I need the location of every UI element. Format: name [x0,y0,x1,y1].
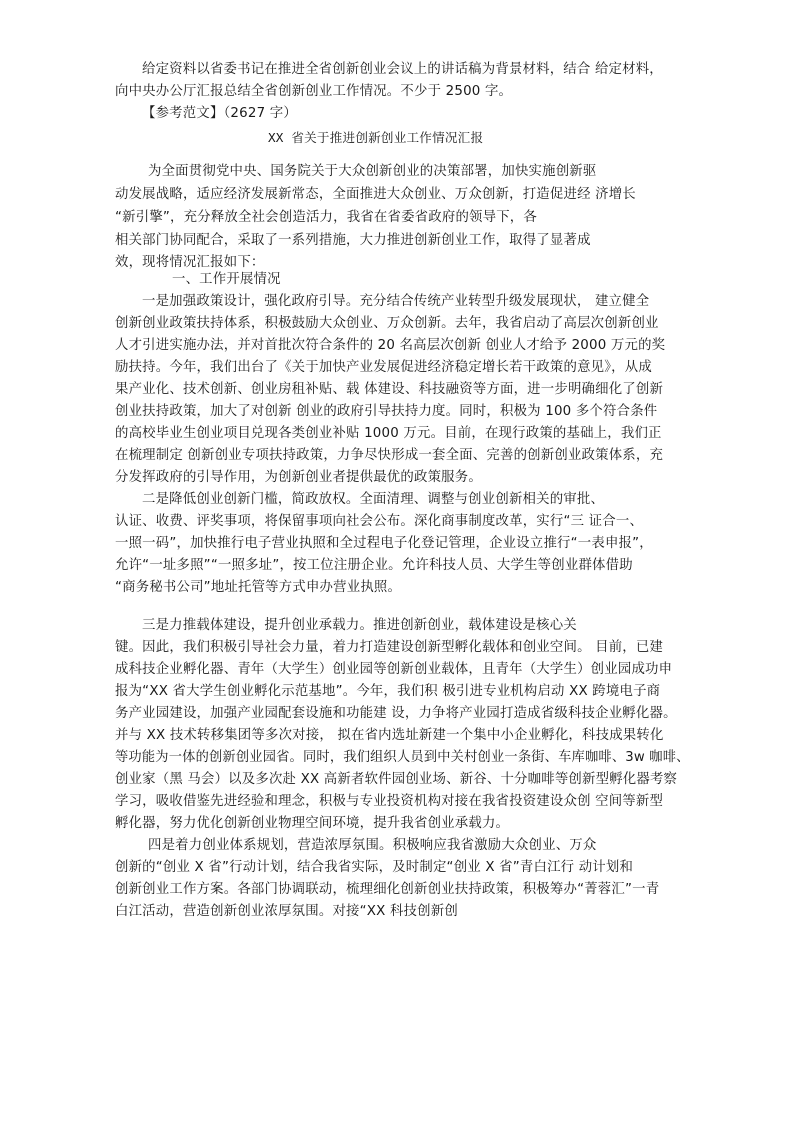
paragraph-line: 二是降低创业创新门槛，简政放权。全面清理、调整与创业创新相关的审批、 [142,492,605,507]
paragraph-line: 孵化器，努力优化创新创业物理空间环境，提升我省创业承载力。 [115,816,510,831]
paragraph-line: 效，现将情况汇报如下： [115,255,265,270]
paragraph-line: 创业扶持政策，加大了对创新 创业的政府引导扶持力度。同时，积极为 100 多个符合条件 [115,404,658,419]
paragraph-line: 键。因此，我们积极引导社会力量，着力打造建设创新型孵化载体和创业空间。 目前，已建 [115,640,664,655]
paragraph-line: 一照一码”，加快推行电子营业执照和全过程电子化登记管理，企业设立推行“一表申报”， [115,536,653,551]
paragraph-line: 动发展战略，适应经济发展新常态，全面推进大众创业、万众创新，打造促进经 济增长 [115,187,636,202]
paragraph-line: 人才引进实施办法，并对首批次符合条件的 20 名高层次创新 创业人才给予 2000 万元的奖 [115,338,666,353]
paragraph-line: “商务秘书公司”地址托管等方式申办营业执照。 [115,580,402,595]
paragraph-line: “新引擎”，充分释放全社会创造活力，我省在省委省政府的领导下，各 [115,210,537,225]
paragraph-line: 允许“一址多照”“一照多址”，按工位注册企业。允许科技人员、大学生等创业群体借助 [115,558,633,573]
paragraph-line: 的高校毕业生创业项目兑现各类创业补贴 1000 万元。目前，在现行政策的基础上，我们正 [115,426,662,441]
paragraph-line: 成科技企业孵化器、青年（大学生）创业园等创新创业载体，且青年（大学生）创业园成功申 [115,662,673,677]
paragraph-line: 学习，吸收借鉴先进经验和理念，积极与专业投资机构对接在我省投资建设众创 空间等新型 [115,794,664,809]
paragraph-line: 励扶持。今年，我们出台了《关于加快产业发展促进经济稳定增长若干政策的意见》，从成 [115,360,652,375]
paragraph-line: 白江活动，营造创新创业浓厚氛围。对接“XX 科技创新创 [115,904,458,919]
section-heading: 一、工作开展情况 [172,272,281,287]
paragraph-line: 果产业化、技术创新、创业房租补贴、载 体建设、科技融资等方面，进一步明确细化了创新 [115,382,664,397]
intro-line-2: 向中央办公厅汇报总结全省创新创业工作情况。不少于 2500 字。 [115,84,513,99]
paragraph-line: 报为“XX 省大学生创业孵化示范基地”。今年，我们积 极引进专业机构启动 XX 跨境电子商 [115,684,661,699]
paragraph-line: 分发挥政府的引导作用，为创新创业者提供最优的政策服务。 [115,470,482,485]
paragraph-line: 相关部门协同配合，采取了一系列措施，大力推进创新创业工作，取得了显著成 [115,233,591,248]
paragraph-line: 创新创业政策扶持体系，积极鼓励大众创业、万众创新。去年，我省启动了高层次创新创业 [115,316,659,331]
paragraph-line: 三是力推载体建设，提升创业承载力。推进创新创业，载体建设是核心关 [142,618,577,633]
paragraph-line: 四是着力创业体系规划，营造浓厚氛围。积极响应我省激励大众创业、万众 [148,838,597,853]
paragraph-line: 认证、收费、评奖事项，将保留事项向社会公布。深化商事制度改革，实行“三 证合一、 [115,514,644,529]
paragraph-line: 创业家（黑 马会）以及多次赴 XX 高新者软件园创业场、新谷、十分咖啡等创新型孵化器考察 [115,772,678,787]
paragraph-line: 一是加强政策设计，强化政府引导。充分结合传统产业转型升级发展现状， 建立健全 [142,294,650,309]
document-title: XX 省关于推进创新创业工作情况汇报 [268,130,484,145]
paragraph-line: 在梳理制定 创新创业专项扶持政策，力争尽快形成一套全面、完善的创新创业政策体系，充 [115,448,664,463]
reference-label: 【参考范文】（2627 字） [142,106,297,121]
paragraph-line: 等功能为一体的创新创业园省。同时，我们组织人员到中关村创业一条街、车库咖啡、3w 咖啡、 [115,750,690,765]
paragraph-line: 创新的“创业 X 省”行动计划，结合我省实际，及时制定“创业 X 省”青白江行 动计划和 [115,860,634,875]
paragraph-line: 创新创业工作方案。各部门协调联动，梳理细化创新创业扶持政策，积极筹办“菁蓉汇”一青 [115,882,660,897]
paragraph-line: 务产业园建设，加强产业园配套设施和功能建 设，力争将产业园打造成省级科技企业孵化器。 [115,706,677,721]
paragraph-line: 并与 XX 技术转移集团等多次对接， 拟在省内选址新建一个集中小企业孵化，科技成果转化 [115,728,664,743]
paragraph-line: 为全面贯彻党中央、国务院关于大众创新创业的决策部署，加快实施创新驱 [148,164,597,179]
intro-line-1: 给定资料以省委书记在推进全省创新创业会议上的讲话稿为背景材料，结合 给定材料， [142,62,663,77]
